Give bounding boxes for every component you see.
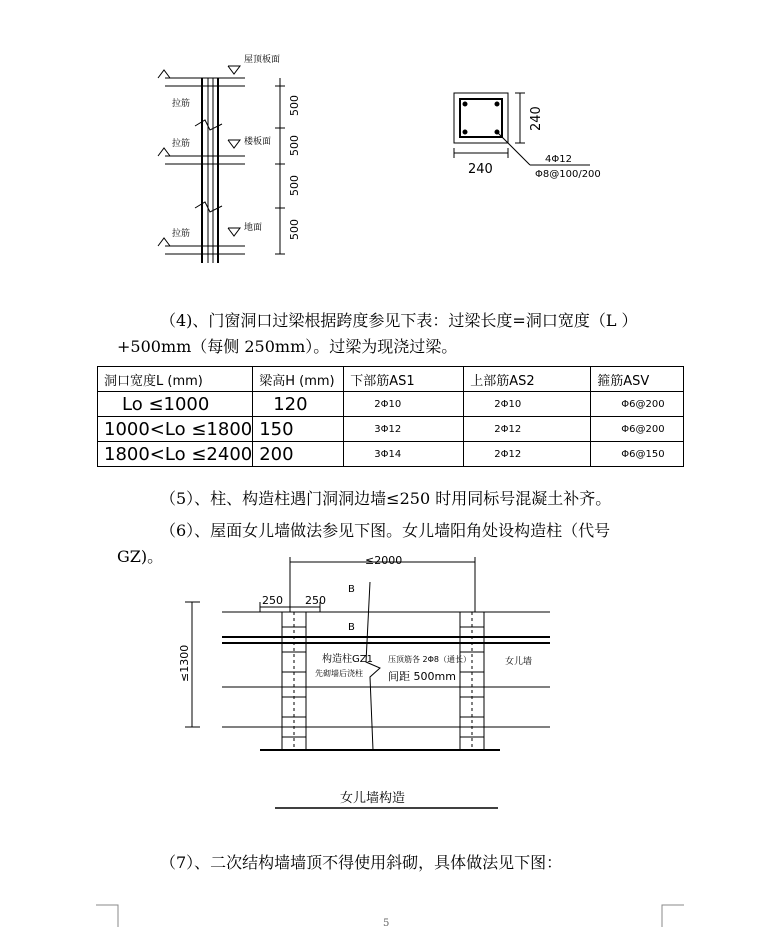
table-cell: 120 [253, 392, 344, 417]
ground-label: 地面 [244, 223, 263, 233]
header-cell: 洞口宽度L (mm) [98, 367, 253, 392]
label-b1: B [348, 584, 355, 595]
table-cell: 2Φ10 [464, 392, 591, 417]
header-cell: 梁高H (mm) [253, 367, 344, 392]
wall-section-diagram [150, 48, 330, 278]
label-spacing: 间距 500mm [388, 670, 456, 683]
para-5: （5）、柱、构造柱遇门洞洞边墙≤250 时用同标号混凝土补齐。 [160, 489, 612, 508]
table-cell: 1000<Lo ≤1800 [98, 417, 253, 442]
table-cell: 2Φ12 [464, 417, 591, 442]
caption: 女儿墙构造 [340, 791, 406, 806]
table-cell: 3Φ12 [344, 417, 464, 442]
floor-label: 楼板面 [244, 137, 272, 147]
dim-250-right: 250 [305, 594, 326, 607]
column-section-diagram [440, 85, 620, 195]
table-row [98, 417, 684, 442]
table-cell: 2Φ12 [464, 442, 591, 467]
label-gz-note: 先砌墙后浇柱 [315, 669, 363, 678]
table-header-row [98, 367, 684, 392]
dim-label: 500 [288, 95, 301, 116]
table-cell: 150 [253, 417, 344, 442]
label-wall: 女儿墙 [505, 657, 533, 667]
para-4-line-2: +500mm（每侧 250mm）。过梁为现浇过梁。 [117, 337, 458, 356]
dim-height: ≤1300 [178, 644, 191, 682]
label-gz: 构造柱GZ1 [322, 654, 373, 665]
table-cell: 2Φ10 [344, 392, 464, 417]
label-tie: 压顶筋各 2Φ8（通长） [388, 655, 472, 664]
table-cell: Φ6@200 [591, 392, 684, 417]
label-b2: B [348, 622, 355, 633]
tie-bar-label: 拉筋 [172, 99, 191, 109]
width-dim: 240 [468, 162, 493, 177]
table-row [98, 392, 684, 417]
para-4-line-1: （4)、门窗洞口过梁根据跨度参见下表：过梁长度=洞口宽度（L ） [160, 311, 638, 330]
table-cell: Φ6@150 [591, 442, 684, 467]
main-rebar-label: 4Φ12 [545, 154, 572, 165]
table-cell: 1800<Lo ≤2400 [98, 442, 253, 467]
table-cell: 3Φ14 [344, 442, 464, 467]
header-cell: 箍筋ASV [591, 367, 684, 392]
header-cell: 下部筋AS1 [344, 367, 464, 392]
dim-250-left: 250 [262, 594, 283, 607]
dim-top: ≤2000 [365, 554, 403, 567]
header-cell: 上部筋AS2 [464, 367, 591, 392]
tie-bar-label: 拉筋 [172, 139, 191, 149]
table-cell: Φ6@200 [591, 417, 684, 442]
height-dim: 240 [529, 106, 544, 131]
para-6-line-2: GZ)。 [117, 547, 164, 566]
dim-label: 500 [288, 175, 301, 196]
table-cell: Lo ≤1000 [98, 392, 253, 417]
table-cell: 200 [253, 442, 344, 467]
lintel-table [97, 366, 684, 467]
para-7: （7）、二次结构墙墙顶不得使用斜砌，具体做法见下图： [160, 853, 563, 872]
dim-label: 500 [288, 219, 301, 240]
stirrup-label: Φ8@100/200 [535, 169, 601, 180]
roof-label: 屋顶板面 [244, 55, 281, 65]
tie-bar-label: 拉筋 [172, 229, 191, 239]
page-number: 5 [383, 918, 390, 929]
dim-label: 500 [288, 135, 301, 156]
parapet-wall-diagram [170, 552, 570, 812]
para-6-line-1: （6）、屋面女儿墙做法参见下图。女儿墙阳角处设构造柱（代号 [160, 521, 611, 540]
table-row [98, 442, 684, 467]
